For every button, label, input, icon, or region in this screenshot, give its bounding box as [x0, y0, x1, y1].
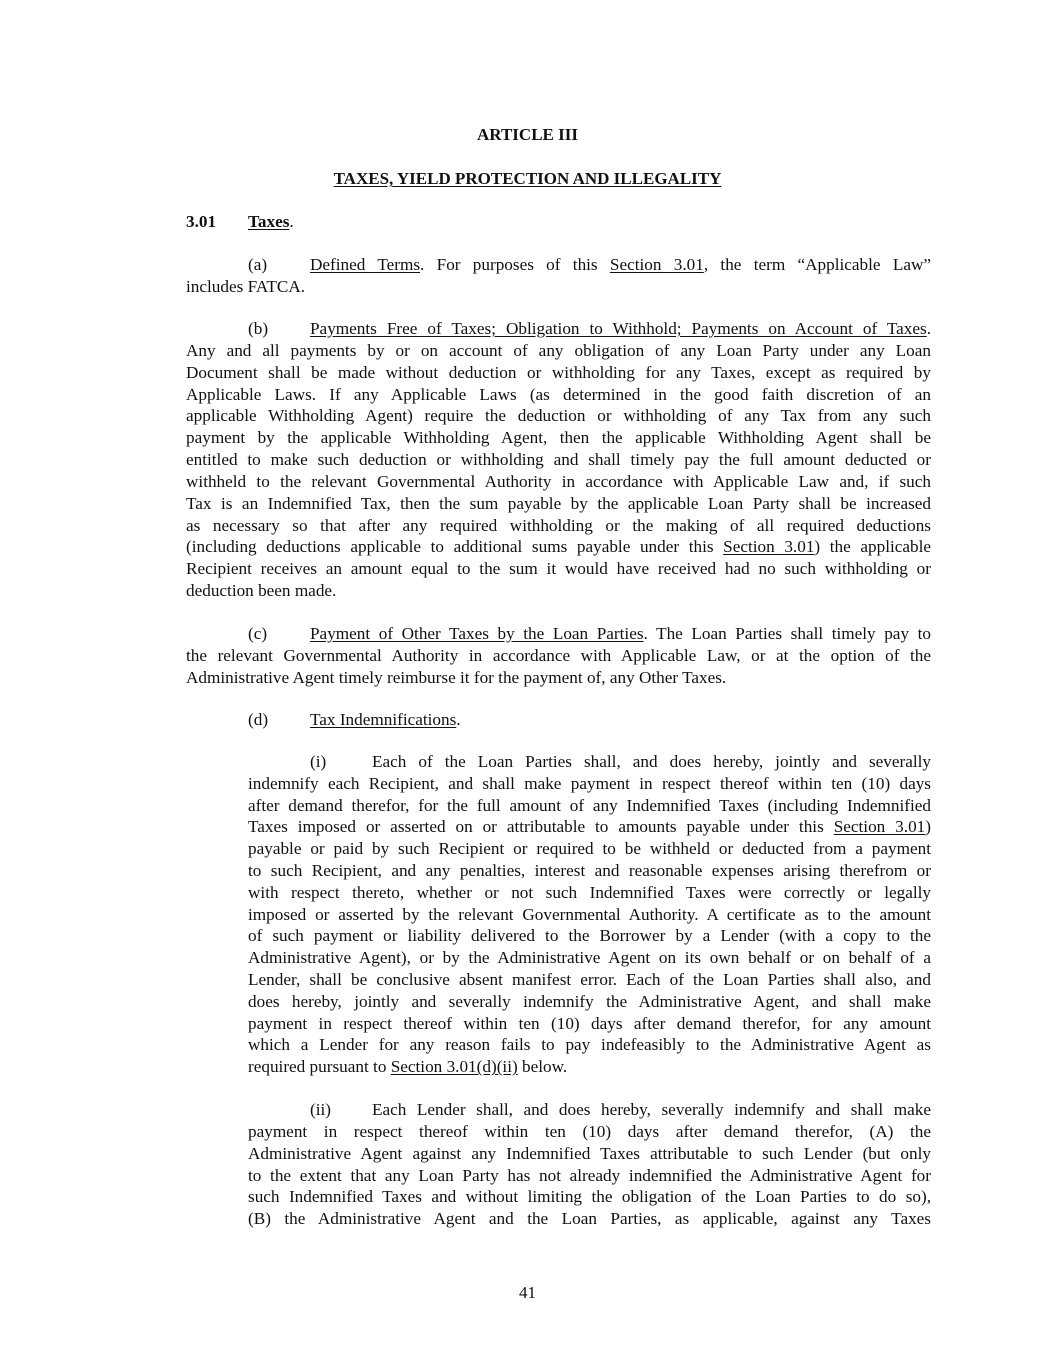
para-d-i-last-line: required pursuant to Section 3.01(d)(ii) below.	[248, 1057, 568, 1076]
para-d-i-line: which a Lender for any reason fails to pay indefeasibly to the Administrative Agent as	[248, 1035, 931, 1054]
para-b-line: Any and all payments by or on account of any obligation of any Loan Party under any Loan	[186, 341, 931, 360]
section-reference[interactable]: Section 3.01	[609, 255, 704, 274]
para-b-line: entitled to make such deduction or withholding and shall timely pay the full amount deducted or	[186, 450, 931, 469]
para-d-label: (d)	[248, 710, 269, 729]
section-title: Taxes	[248, 212, 290, 231]
para-d-i-line: with respect thereto, whether or not such Indemnified Taxes were correctly or legally	[248, 883, 931, 902]
section-reference[interactable]: Section 3.01(d)(ii)	[390, 1057, 518, 1076]
para-d-i-label: (i)	[310, 752, 327, 771]
para-b-line-1: (b) Payments Free of Taxes; Obligation to Withhold; Payments on Account of Taxes.	[248, 319, 931, 338]
para-b-line: deduction been made.	[186, 581, 337, 600]
para-d-i-line: Administrative Agent), or by the Administrative Agent on its own behalf or on behalf of a	[248, 948, 931, 967]
para-d-heading-line: (d) Tax Indemnifications.	[248, 710, 461, 729]
para-c-line: Administrative Agent timely reimburse it for the payment of, any Other Taxes.	[186, 668, 727, 687]
section-number: 3.01	[186, 212, 217, 231]
para-d-heading: Tax Indemnifications	[310, 710, 457, 729]
para-d-i-line-4: Taxes imposed or asserted on or attributable to amounts payable under this Section 3.01)	[248, 817, 931, 836]
section-reference[interactable]: Section 3.01	[723, 537, 815, 556]
para-d-ii-line: such Indemnified Taxes and without limiting the obligation of the Loan Parties to do so),	[248, 1187, 931, 1206]
para-d-i-line-1: (i) Each of the Loan Parties shall, and does hereby, jointly and severally	[310, 752, 931, 771]
para-d-ii-line: Administrative Agent against any Indemnified Taxes attributable to such Lender (but only	[248, 1144, 931, 1163]
para-d-i-line: imposed or asserted by the relevant Governmental Authority. A certificate as to the amount	[248, 905, 931, 924]
para-d-ii-line: to the extent that any Loan Party has not already indemnified the Administrative Agent for	[248, 1166, 931, 1185]
para-a-line-1: (a) Defined Terms. For purposes of this Section 3.01, the term “Applicable Law”	[248, 255, 931, 274]
para-d-ii-label: (ii)	[310, 1100, 331, 1119]
para-d-i-line: indemnify each Recipient, and shall make payment in respect thereof within ten (10) days	[248, 774, 931, 793]
article-title: TAXES, YIELD PROTECTION AND ILLEGALITY	[333, 169, 722, 188]
para-b-line-10: (including deductions applicable to additional sums payable under this Section 3.01) the applicable	[186, 537, 932, 556]
para-d-i-line: Lender, shall be conclusive absent manifest error. Each of the Loan Parties shall also, and	[248, 970, 931, 989]
para-d-i-line: does hereby, jointly and severally indemnify the Administrative Agent, and shall make	[248, 992, 931, 1011]
para-c-label: (c)	[248, 624, 268, 643]
page-number: 41	[519, 1283, 536, 1302]
para-d-ii-line-1: (ii) Each Lender shall, and does hereby, severally indemnify and shall make	[310, 1100, 931, 1119]
para-b-line: Document shall be made without deduction or withholding for any Taxes, except as required by	[186, 363, 931, 382]
para-d-i-line: after demand therefor, for the full amount of any Indemnified Taxes (including Indemnified	[248, 796, 931, 815]
para-d-ii-line: (B) the Administrative Agent and the Loan Parties, as applicable, against any Taxes	[248, 1209, 931, 1228]
para-d-ii-line: payment in respect thereof within ten (10) days after demand therefor, (A) the	[248, 1122, 931, 1141]
para-b-label: (b)	[248, 319, 269, 338]
para-c-line: the relevant Governmental Authority in accordance with Applicable Law, or at the option of the	[186, 646, 931, 665]
para-b-line: Tax is an Indemnified Tax, then the sum payable by the applicable Loan Party shall be increased	[186, 494, 931, 513]
para-c-line-1: (c) Payment of Other Taxes by the Loan Parties. The Loan Parties shall timely pay to	[248, 624, 931, 643]
section-heading: 3.01 Taxes.	[186, 212, 294, 231]
para-b-line: applicable Withholding Agent) require the deduction or withholding of any Tax from any such	[186, 406, 931, 425]
para-c-heading: Payment of Other Taxes by the Loan Parties	[310, 624, 644, 643]
para-d-i-line: payable or paid by such Recipient or required to be withheld or deducted from a payment	[248, 839, 931, 858]
para-b-line: withheld to the relevant Governmental Authority in accordance with Applicable Law and, if such	[186, 472, 931, 491]
article-number: ARTICLE III	[477, 125, 578, 144]
para-d-i-line: to such Recipient, and any penalties, interest and reasonable expenses arising therefrom or	[248, 861, 931, 880]
para-d-i-line: payment in respect thereof within ten (10) days after demand therefor, for any amount	[248, 1014, 931, 1033]
para-a-heading: Defined Terms	[310, 255, 421, 274]
para-b-line: payment by the applicable Withholding Agent, then the applicable Withholding Agent shall be	[186, 428, 931, 447]
section-reference[interactable]: Section 3.01	[833, 817, 926, 836]
para-a-line-2: includes FATCA.	[186, 277, 306, 296]
para-b-line: Recipient receives an amount equal to the sum it would have received had no such withholding or	[186, 559, 931, 578]
para-b-line: Applicable Laws. If any Applicable Laws (as determined in the good faith discretion of an	[186, 385, 931, 404]
para-a-label: (a)	[248, 255, 268, 274]
para-b-heading: Payments Free of Taxes; Obligation to Withhold; Payments on Account of Taxes	[310, 319, 927, 338]
para-b-line: as necessary so that after any required withholding or the making of all required deductions	[186, 516, 931, 535]
para-d-i-line: of such payment or liability delivered to the Borrower by a Lender (with a copy to the	[248, 926, 931, 945]
